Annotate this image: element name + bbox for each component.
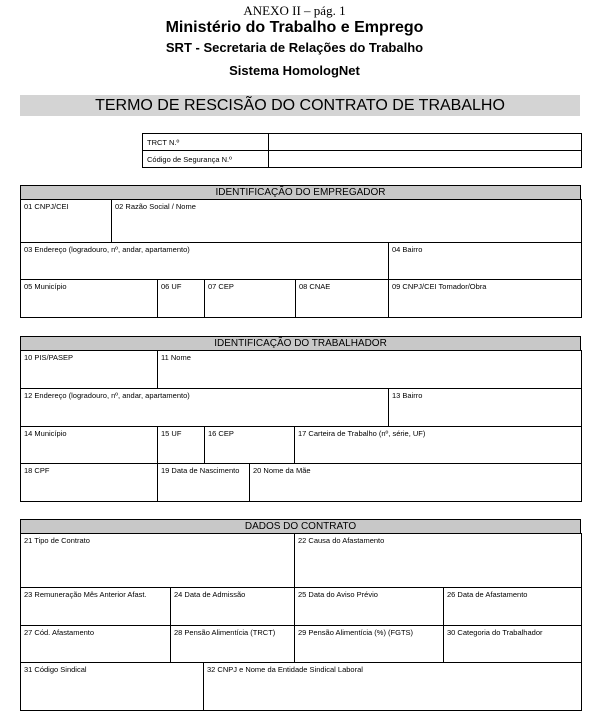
trct-number-label: TRCT N.º [143,134,269,151]
field-30-categoria-trabalhador[interactable]: 30 Categoria do Trabalhador [444,626,582,663]
ministry-title: Ministério do Trabalho e Emprego [165,19,424,36]
field-27-cod-afastamento[interactable]: 27 Cód. Afastamento [21,626,171,663]
field-15-uf[interactable]: 15 UF [158,427,205,464]
security-code-label: Código de Segurança N.º [143,151,269,168]
annex-page-label: ANEXO II – pág. 1 [243,3,346,18]
field-17-carteira-trabalho[interactable]: 17 Carteira de Trabalho (nº, série, UF) [295,427,582,464]
field-28-pensao-trct[interactable]: 28 Pensão Alimentícia (TRCT) [171,626,295,663]
field-13-bairro[interactable]: 13 Bairro [389,389,582,427]
field-26-data-afastamento[interactable]: 26 Data de Afastamento [444,588,582,626]
field-24-data-admissao[interactable]: 24 Data de Admissão [171,588,295,626]
field-05-municipio[interactable]: 05 Município [21,280,158,318]
field-10-pis-pasep[interactable]: 10 PIS/PASEP [21,351,158,389]
contract-section-title: DADOS DO CONTRATO [20,519,581,534]
field-14-municipio[interactable]: 14 Município [21,427,158,464]
system-title: Sistema HomologNet [229,63,360,78]
field-03-endereco[interactable]: 03 Endereço (logradouro, nº, andar, apartamento) [21,243,389,280]
trct-table [142,133,582,168]
trct-number-field[interactable] [269,134,582,151]
field-11-nome[interactable]: 11 Nome [158,351,582,389]
field-25-data-aviso-previo[interactable]: 25 Data do Aviso Prévio [295,588,444,626]
field-29-pensao-fgts[interactable]: 29 Pensão Alimentícia (%) (FGTS) [295,626,444,663]
field-01-cnpj-cei[interactable]: 01 CNPJ/CEI [21,200,112,243]
employer-section-title: IDENTIFICAÇÃO DO EMPREGADOR [20,185,581,200]
field-06-uf[interactable]: 06 UF [158,280,205,318]
field-02-razao-social[interactable]: 02 Razão Social / Nome [112,200,582,243]
document-title: TERMO DE RESCISÃO DO CONTRATO DE TRABALHO [20,95,580,116]
field-09-cnpj-tomador[interactable]: 09 CNPJ/CEI Tomador/Obra [389,280,582,318]
secretariat-title: SRT - Secretaria de Relações do Trabalho [165,40,424,55]
contract-table [20,533,582,711]
field-19-data-nascimento[interactable]: 19 Data de Nascimento [158,464,250,502]
security-code-field[interactable] [269,151,582,168]
field-04-bairro[interactable]: 04 Bairro [389,243,582,280]
field-31-codigo-sindical[interactable]: 31 Código Sindical [21,663,204,711]
field-12-endereco[interactable]: 12 Endereço (logradouro, nº, andar, apartamento) [21,389,389,427]
field-22-causa-afastamento[interactable]: 22 Causa do Afastamento [295,534,582,588]
field-21-tipo-contrato[interactable]: 21 Tipo de Contrato [21,534,295,588]
field-23-remuneracao[interactable]: 23 Remuneração Mês Anterior Afast. [21,588,171,626]
field-07-cep[interactable]: 07 CEP [205,280,296,318]
field-08-cnae[interactable]: 08 CNAE [296,280,389,318]
employer-table [20,199,582,318]
field-16-cep[interactable]: 16 CEP [205,427,295,464]
field-20-nome-mae[interactable]: 20 Nome da Mãe [250,464,582,502]
worker-section-title: IDENTIFICAÇÃO DO TRABALHADOR [20,336,581,351]
field-32-entidade-sindical[interactable]: 32 CNPJ e Nome da Entidade Sindical Laboral [204,663,582,711]
worker-table [20,350,582,502]
field-18-cpf[interactable]: 18 CPF [21,464,158,502]
